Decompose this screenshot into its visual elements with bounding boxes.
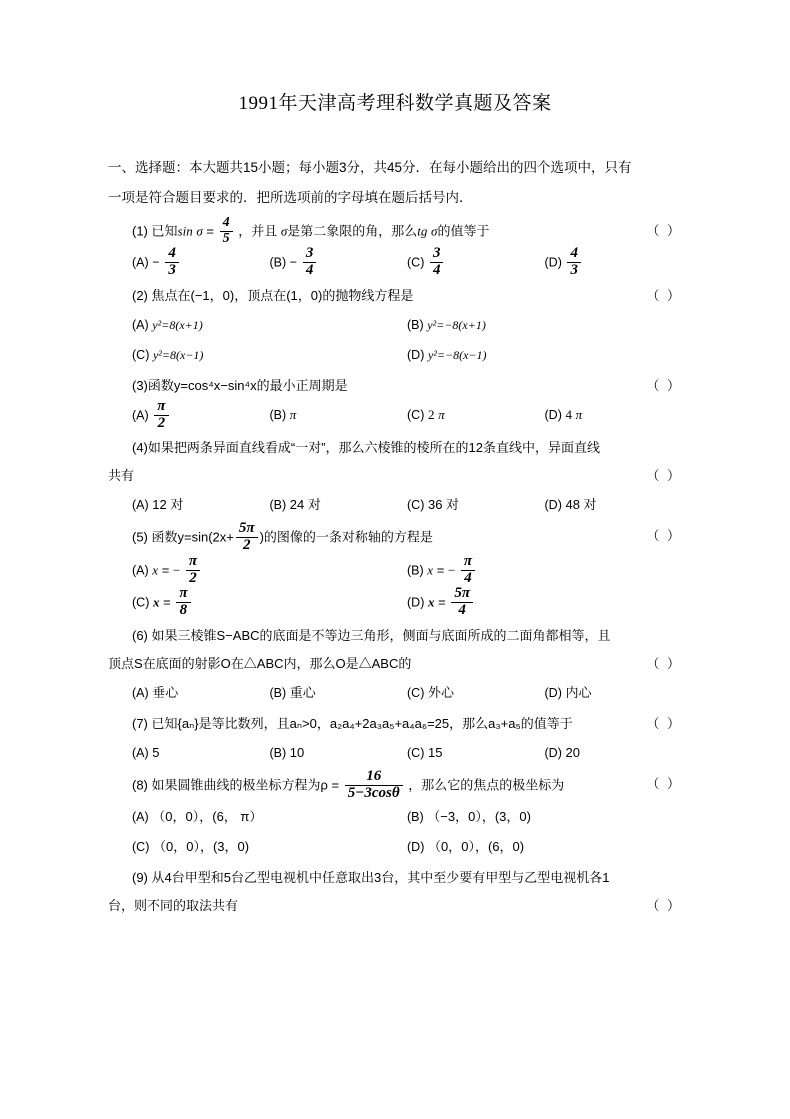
q6-number: (6) xyxy=(132,627,148,643)
q1-option-c: (C) $\frac{3}{4}$ xyxy=(407,247,545,280)
question-3 xyxy=(108,372,682,433)
q1-text-b: ，并且 xyxy=(238,223,278,239)
question-5 xyxy=(108,522,682,620)
fraction: $\frac{\pi}{4}$ xyxy=(461,554,475,587)
q8-text-b: ，那么它的焦点的极坐标为 xyxy=(408,777,565,793)
section-instructions xyxy=(108,153,682,213)
q8-option-a: (A) （0，0），(6， π） xyxy=(132,809,263,825)
q7-option-b: (B) 10 xyxy=(269,744,305,760)
q3-option-c: (C) 2 π xyxy=(407,406,445,422)
q4-option-b: (B) 24 对 xyxy=(269,497,321,513)
question-5-options-row-2 xyxy=(108,587,682,620)
question-1-stem: （ ） (1) 已知sin σ = $\frac{4}{5}$ ，并且 σ是第二象限的角，那么tg σ的值等于 xyxy=(132,215,682,246)
q7-option-c: (C) 15 xyxy=(407,744,443,760)
question-9 xyxy=(108,864,682,920)
answer-blank: （ ） xyxy=(646,528,682,544)
q4-number: (4) xyxy=(132,440,148,456)
fraction: $\frac{3}{4}$ xyxy=(303,246,317,279)
q3-number: (3) xyxy=(132,377,148,393)
question-2 xyxy=(108,282,682,370)
q4-option-a: (A) 12 对 xyxy=(132,497,184,513)
q1-number: (1) xyxy=(132,223,148,239)
question-9-stem-line-2 xyxy=(108,892,682,920)
question-6 xyxy=(108,622,682,708)
question-8 xyxy=(108,767,682,863)
q6-text-2: 顶点S在底面的射影O在△ABC内，那么O是△ABC的 xyxy=(108,655,412,671)
q8-option-b: (B) （−3，0），(3，0) xyxy=(407,809,531,825)
q2-number: (2) xyxy=(132,287,148,303)
question-4-options xyxy=(108,490,682,520)
fraction: $\frac{4}{3}$ xyxy=(165,246,179,279)
answer-blank: （ ） xyxy=(646,287,682,303)
answer-blank: （ ） xyxy=(646,655,682,671)
q6-option-a: (A) 垂心 xyxy=(132,684,179,700)
answer-blank: （ ） xyxy=(646,898,682,914)
question-7-options xyxy=(108,738,682,768)
q2-option-d: (D) y²=−8(x−1) xyxy=(407,347,487,362)
q5-option-d: (D) x = $\frac{5\pi}{4}$ xyxy=(407,587,682,620)
q7-option-d: (D) 20 xyxy=(544,744,580,760)
q6-option-d: (D) 内心 xyxy=(544,684,592,700)
q1-text-a: 已知 xyxy=(151,223,178,239)
question-3-options xyxy=(108,397,682,433)
q1-option-d: (D) $\frac{4}{3}$ xyxy=(545,247,683,280)
q8-number: (8) xyxy=(132,777,148,793)
q2-option-a: (A) y²=8(x+1) xyxy=(132,317,203,332)
question-4 xyxy=(108,434,682,520)
question-2-options-row-2 xyxy=(108,340,682,370)
q1-option-b: (B) − $\frac{3}{4}$ xyxy=(270,247,408,280)
q5-text-a: 函数y=sin(2x+ xyxy=(151,530,234,546)
question-8-options-row-2 xyxy=(108,832,682,862)
q4-text-2: 共有 xyxy=(108,468,135,484)
question-7-stem xyxy=(108,710,682,738)
fraction: $\frac{4}{3}$ xyxy=(567,246,581,279)
question-7 xyxy=(108,710,682,768)
q1-text-d: 的值等于 xyxy=(437,223,490,239)
fraction-4-3: $\frac{4}{5}$ xyxy=(220,216,233,246)
question-4-stem-line-1 xyxy=(108,434,682,462)
answer-blank: （ ） xyxy=(646,715,682,731)
question-9-stem-line-1 xyxy=(108,864,682,892)
q9-number: (9) xyxy=(132,870,148,886)
fraction: $\frac{\pi}{2}$ xyxy=(154,399,168,432)
q8-option-c: (C) （0，0），(3，0) xyxy=(132,839,250,855)
q4-option-d: (D) 48 对 xyxy=(544,497,597,513)
question-6-options xyxy=(108,678,682,708)
instructions-line-2: 一项是符合题目要求的．把所选项前的字母填在题后括号内． xyxy=(108,190,473,205)
q6-text-1: 如果三棱锥S−ABC的底面是不等边三角形，侧面与底面所成的二面角都相等，且 xyxy=(151,627,611,643)
question-3-stem xyxy=(108,372,682,400)
answer-blank: （ ） xyxy=(646,775,682,791)
q4-option-c: (C) 36 对 xyxy=(407,497,460,513)
question-4-stem-line-2 xyxy=(108,462,682,490)
q5-option-a: (A) x = − $\frac{\pi}{2}$ xyxy=(132,555,407,588)
q5-option-b: (B) x = − $\frac{\pi}{4}$ xyxy=(407,555,682,588)
q1-text-c: 是第二象限的角，那么 xyxy=(287,223,418,239)
q5-text-b: )的图像的一条对称轴的方程是 xyxy=(259,530,433,546)
q5-number: (5) xyxy=(132,530,148,546)
question-5-options-row-1 xyxy=(108,552,682,588)
q3-option-b: (B) π xyxy=(269,406,297,422)
q6-option-b: (B) 重心 xyxy=(269,684,316,700)
question-8-options-row-1 xyxy=(108,802,682,832)
instructions-line-1: 一、选择题：本大题共15小题；每小题3分，共45分．在每小题给出的四个选项中，只有 xyxy=(108,160,632,175)
q3-text: 函数y=cos⁴x−sin⁴x的最小正周期是 xyxy=(147,377,348,393)
q8-text-a: 如果圆锥曲线的极坐标方程为ρ = xyxy=(151,777,340,793)
q5-option-c: (C) x = $\frac{\pi}{8}$ xyxy=(132,587,407,620)
question-2-stem xyxy=(108,282,682,310)
q3-option-a: (A) $\frac{\pi}{2}$ xyxy=(132,400,270,433)
q2-option-c: (C) y²=8(x−1) xyxy=(132,347,204,362)
q7-text: 已知{aₙ}是等比数列，且aₙ>0，a₂a₄+2a₃a₅+a₄a₆=25，那么a₃+a₅的值等于 xyxy=(151,715,573,731)
question-1 xyxy=(108,217,682,280)
q2-text: 焦点在(−1，0)，顶点在(1，0)的抛物线方程是 xyxy=(151,287,414,303)
q2-option-b: (B) y²=−8(x+1) xyxy=(407,317,486,332)
answer-blank: （ ） xyxy=(646,377,682,393)
question-8-stem xyxy=(108,767,682,803)
q1-option-a: (A) − $\frac{4}{3}$ xyxy=(132,247,270,280)
fraction: $\frac{\pi}{2}$ xyxy=(186,554,200,587)
q9-text-2: 台，则不同的取法共有 xyxy=(108,898,239,914)
question-1-options xyxy=(108,247,682,280)
answer-blank: （ ） xyxy=(646,468,682,484)
fraction: $\frac{\pi}{8}$ xyxy=(176,586,190,619)
q6-option-c: (C) 外心 xyxy=(407,684,454,700)
question-2-options-row-1 xyxy=(108,310,682,340)
question-5-stem xyxy=(108,522,682,555)
page-title: 1991年天津高考理科数学真题及答案 xyxy=(238,93,552,114)
question-6-stem-line-1 xyxy=(108,622,682,650)
fraction-16-over: $\frac{16}{5-3\cos\theta}$ xyxy=(345,769,403,802)
q7-option-a: (A) 5 xyxy=(132,744,160,760)
fraction: $\frac{5\pi}{4}$ xyxy=(451,586,473,619)
q3-option-d: (D) 4 π xyxy=(544,406,583,422)
fraction-5pi-2: $\frac{5\pi}{2}$ xyxy=(236,521,258,554)
q9-text-1: 从4台甲型和5台乙型电视机中任意取出3台，其中至少要有甲型与乙型电视机各1 xyxy=(151,870,610,886)
answer-blank: （ ） xyxy=(646,223,682,238)
q8-option-d: (D) （0，0），(6，0) xyxy=(407,839,525,855)
q7-number: (7) xyxy=(132,715,148,731)
q4-text-1: 如果把两条异面直线看成“一对”，那么六棱锥的棱所在的12条直线中，异面直线 xyxy=(147,440,601,456)
fraction: $\frac{3}{4}$ xyxy=(430,246,444,279)
question-6-stem-line-2 xyxy=(108,650,682,678)
